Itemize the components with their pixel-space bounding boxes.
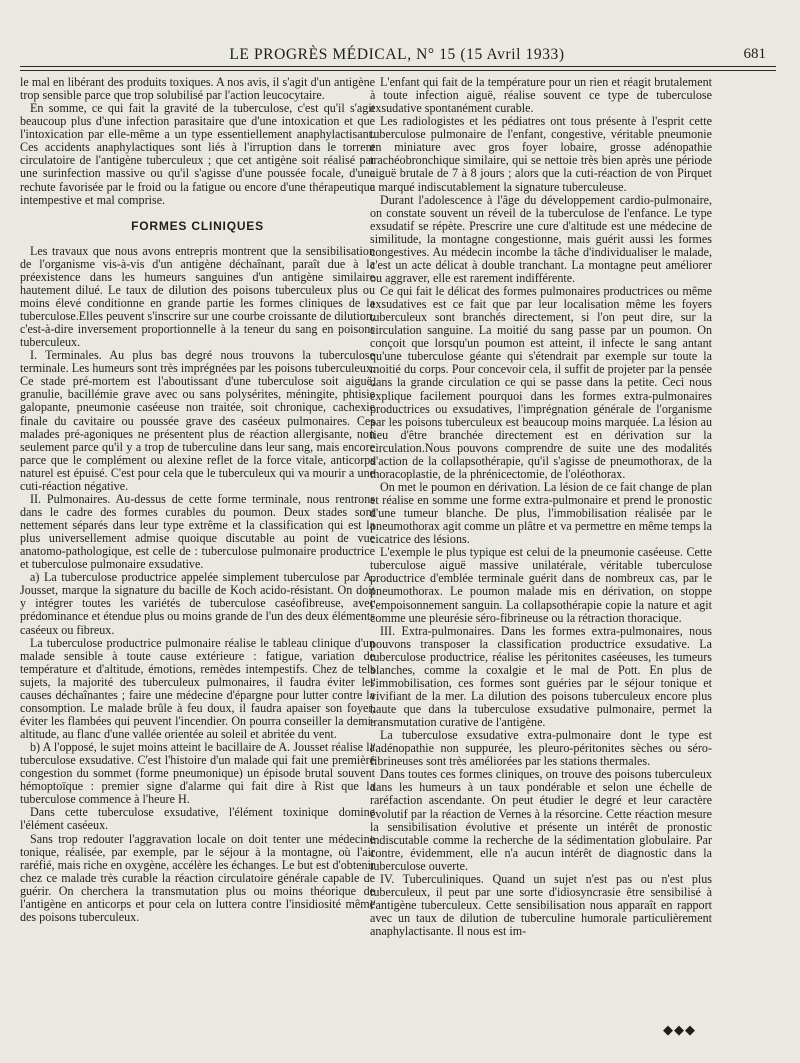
header-rule <box>20 66 776 67</box>
page-header <box>20 44 774 68</box>
paragraph: II. Pulmonaires. Au-dessus de cette forme terminale, nous rentrons dans le cadre des formes curables du poumon. Deux stades sont nettement séparés dans leur type extrême et la classification qui est la plus universellement admise quoique discutable au point de vue anatomo-pathologique, est celle de : tuberculose pulmonaire productrice et tuberculose pulmonaire exsudative. <box>20 491 375 572</box>
paragraph: L'enfant qui fait de la température pour un rien et réagit brutalement à toute infection aiguë, réalise souvent ce type de tuberculose exsudative spontanément curable. <box>370 75 712 116</box>
paragraph: Dans cette tuberculose exsudative, l'élément toxinique domine l'élément caséeux. <box>20 805 375 833</box>
paragraph: le mal en libérant des produits toxiques. A nos avis, il s'agit d'un antigène trop sensible parce que trop solubilisé par l'action leucocytaire. <box>20 75 375 103</box>
paragraph: Les radiologistes et les pédiatres ont tous présente à l'esprit cette tuberculose pulmonaire de l'enfant, congestive, véritable pneumonie en miniature avec gros foyer lobaire, grosse adénopathie trachéobronchique similaire, qui se nettoie très bien après une période aiguë brutale de 7 à 8 jours ; alors que la cuti-réaction de von Pirquet a marqué indiscutablement la signature tuberculeuse. <box>370 114 712 194</box>
paragraph: La tuberculose exsudative extra-pulmonaire dont le type est l'adénopathie non suppurée, les pleuro-péritonites sèches ou séro-fibrineuses sont très améliorées par les stations thermales. <box>370 728 712 769</box>
paragraph: Durant l'adolescence à l'âge du développement cardio-pulmonaire, on constate souvent un réveil de la tuberculose de l'enfance. Le type exsudatif se répète. Prescrire une cure d'altitude est une médecine de similitude, la montagne congestionne, mais guérit aussi les formes congestives. Au médecin incombe la tâche d'individualiser le malade, c'est un acte délicat à double tranchant. La montagne peut améliorer ou aggraver, elle est rarement indifférente. <box>370 192 712 285</box>
section-title: FORMES CLINIQUES <box>131 218 264 233</box>
paragraph: La tuberculose productrice pulmonaire réalise le tableau clinique d'un malade sensible à toute cause extérieure : fatigue, variation de température et d'altitude, émotions, remèdes intempestifs. Chez de tels sujets, la majorité des tuberculeux pulmonaires, il faudra éviter les causes déchaînantes ; faire une médecine d'épargne pour lutter contre la consomption. Le malade brûle à feu doux, il faudra apaiser son foyer, éviter les flambées qui peuvent l'incendier. On pourra conseiller la demi-altitude, au flanc d'une vallée orientée au soleil et abritée du vent. <box>20 635 375 741</box>
paragraph: L'exemple le plus typique est celui de la pneumonie caséeuse. Cette tuberculose aiguë massive unilatérale, véritable tuberculose productrice d'emblée terminale guérit dans de nombreux cas, par le pneumothorax. Le poumon malade mis en dérivation, on stoppe l'empoisonnement sanguin. La collapsothérapie copie la nature et agit comme une pleurésie séro-fibrineuse ou la rétraction thoracique. <box>370 545 712 625</box>
paragraph: Dans toutes ces formes cliniques, on trouve des poisons tuberculeux dans les humeurs à un taux pondérable et selon une échelle de raréfaction ascendante. On peut étudier le degré et leur caractère évolutif par la réaction de Vernes à la résorcine. Cette réaction mesure la sensibilisation évolutive et présente un intérêt de pronostic indiscutable comme la recherche de la sédimentation globulaire. Par contre, évidemment, elle n'a aucun intérêt de diagnostic dans la tuberculose ouverte. <box>370 767 712 873</box>
paragraph: b) A l'opposé, le sujet moins atteint le bacillaire de A. Jousset réalise la tuberculose exsudative. C'est l'histoire d'un malade qui fait une première congestion du sommet (forme pneumonique) un épisode brutal souvent hémoptoïque : premier signe d'alarme qui fait dire à Rist que la tuberculose commence à l'heure H. <box>20 740 375 807</box>
paragraph: IV. Tuberculiniques. Quand un sujet n'est pas ou n'est plus tuberculeux, il peut par une sorte d'idiosyncrasie être sensibilisé à l'antigène tuberculeux. Cette sensibilisation nous apparaît en rapport avec un taux de dilution de tuberculine humorale particulièrement anaphylactisante. Il nous est im- <box>370 871 712 939</box>
paragraph: Les travaux que nous avons entrepris montrent que la sensibilisation de l'organisme vis-à-vis d'un antigène déchaînant, paraît due à la préexistence dans les humeurs sanguines d'un antigène similaire hautement dilué. Le taux de dilution des poisons tuberculeux plus ou moins élevé conditionne en grande partie les formes cliniques de la tuberculose.Elles peuvent s'inscrire sur une courbe croissante de dilution, c'est-à-dire inversement proportionnelle à la teneur du sang en poisons tuberculeux. <box>20 243 375 350</box>
paragraph: III. Extra-pulmonaires. Dans les formes extra-pulmonaires, nous pouvons transposer la classification productrice exsudative. La tuberculose productrice, réalise les péritonites caséeuses, les tumeurs blanches, comme la coxalgie et le mal de Pott. En plus de l'immobilisation, ces formes sont guéries par le séjour tonique et vivifiant de la mer. La dilution des poisons tuberculeux encore plus haute que dans la tuberculose exsudative pulmonaire, permet la transmutation curative de l'antigène. <box>370 623 712 730</box>
paragraph: Sans trop redouter l'aggravation locale on doit tenter une médecine tonique, réalisée, par exemple, par le séjour à la montagne, où l'air raréfié, mais riche en oxygène, accélère les échanges. Le but est d'obtenir chez ce malade très curable la réaction circulatoire générale capable de guérir. On cherchera la transmutation plus ou moins théorique de l'antigène en anticorps et pour cela on luttera contre l'insidiosité même des poisons tuberculeux. <box>20 831 375 924</box>
paragraph: On met le poumon en dérivation. La lésion de ce fait change de plan et réalise en somme une forme extra-pulmonaire et prend le pronostic d'une tumeur blanche. De plus, l'immobilisation réalisée par le pneumothorax agit comme un plâtre et va permettre en même temps la cicatrice des lésions. <box>370 479 712 547</box>
paragraph: Ce qui fait le délicat des formes pulmonaires productrices ou même exsudatives est ce fait que par leur localisation même les foyers tuberculeux sont branchés directement, si l'on peut dire, sur la circulation sanguine. La moitié du sang passe par un poumon. On conçoit que lorsqu'un poumon est atteint, il infecte le sang antant qu'une tuberculose géante qui s'étendrait par exemple sur toute la moitié du corps. Pour concevoir cela, il suffit de projeter par la pensée dans la grande circulation ce qui se passe dans la petite. Ceci nous explique facilement pourquoi dans les formes extra-pulmonaires productrices ou exsudatives, l'imprégnation générale de l'organisme par les poisons tuberculeux est beaucoup moins marquée. La lésion au lieu d'être branchée directement est en dérivation sur la circulation.Nous pouvons comprendre de suite une des modalités d'action de la collapsothérapie, qu'il s'agisse de pneumothorax, de la thoracoplastie, de la phrénicectomie, de l'oléothorax. <box>370 284 712 481</box>
end-ornament: ◆◆◆ <box>663 1022 696 1037</box>
header-rule-thin <box>20 70 776 71</box>
left-column <box>20 76 375 924</box>
paragraph: En somme, ce qui fait la gravité de la tuberculose, c'est qu'il s'agit beaucoup plus d'une infection parasitaire que d'une intoxication et que l'intoxication par elle-même a un type essentiellement anaphylactisant. Ces accidents anaphylactiques sont liés à l'irruption dans le torrent circulatoire de l'antigène tuberculeux ; que cet antigène soit réalisé par une surinfection massive ou qu'il s'agisse d'une poussée focale, d'une rechute favorisée par le froid ou la fatigue ou encore d'une thérapeutique intempestive et mal comprise. <box>20 101 375 207</box>
right-column <box>370 76 712 938</box>
page-number: 681 <box>743 46 766 62</box>
running-title: LE PROGRÈS MÉDICAL, N° 15 (15 Avril 1933) <box>229 46 565 63</box>
paragraph: a) La tuberculose productrice appelée simplement tuberculose par A. Jousset, marque la signature du bacille de Koch acido-résistant. On doit y intégrer toutes les variétés de tuberculose caséofibreuse, avec prédominance et étendue plus ou moins grande de l'un des deux éléments caséeux ou fibreux. <box>20 570 375 637</box>
paragraph: I. Terminales. Au plus bas degré nous trouvons la tuberculose terminale. Les humeurs sont très imprégnées par les poisons tuberculeux. Ce stade pré-mortem est l'aboutissant d'une tuberculose soit aiguë, granulie, bacillémie grave avec ou sans polysérites, méningite, phtisie galopante, pneumonie caséeuse non traitée, soit chronique, cachexie finale du cavitaire ou poussée grave des caséeux pulmonaires. Ces malades pré-agoniques ne présentent plus de réaction allergisante, non seulement parce qu'il y a trop de tuberculine dans leur sang, mais encore parce que le complément ou alexine reflet de la force vitale, anticorps naturel est épuisé. C'est pour cela que le tuberculeux qui va mourir a une cuti-réaction négative. <box>20 348 375 493</box>
